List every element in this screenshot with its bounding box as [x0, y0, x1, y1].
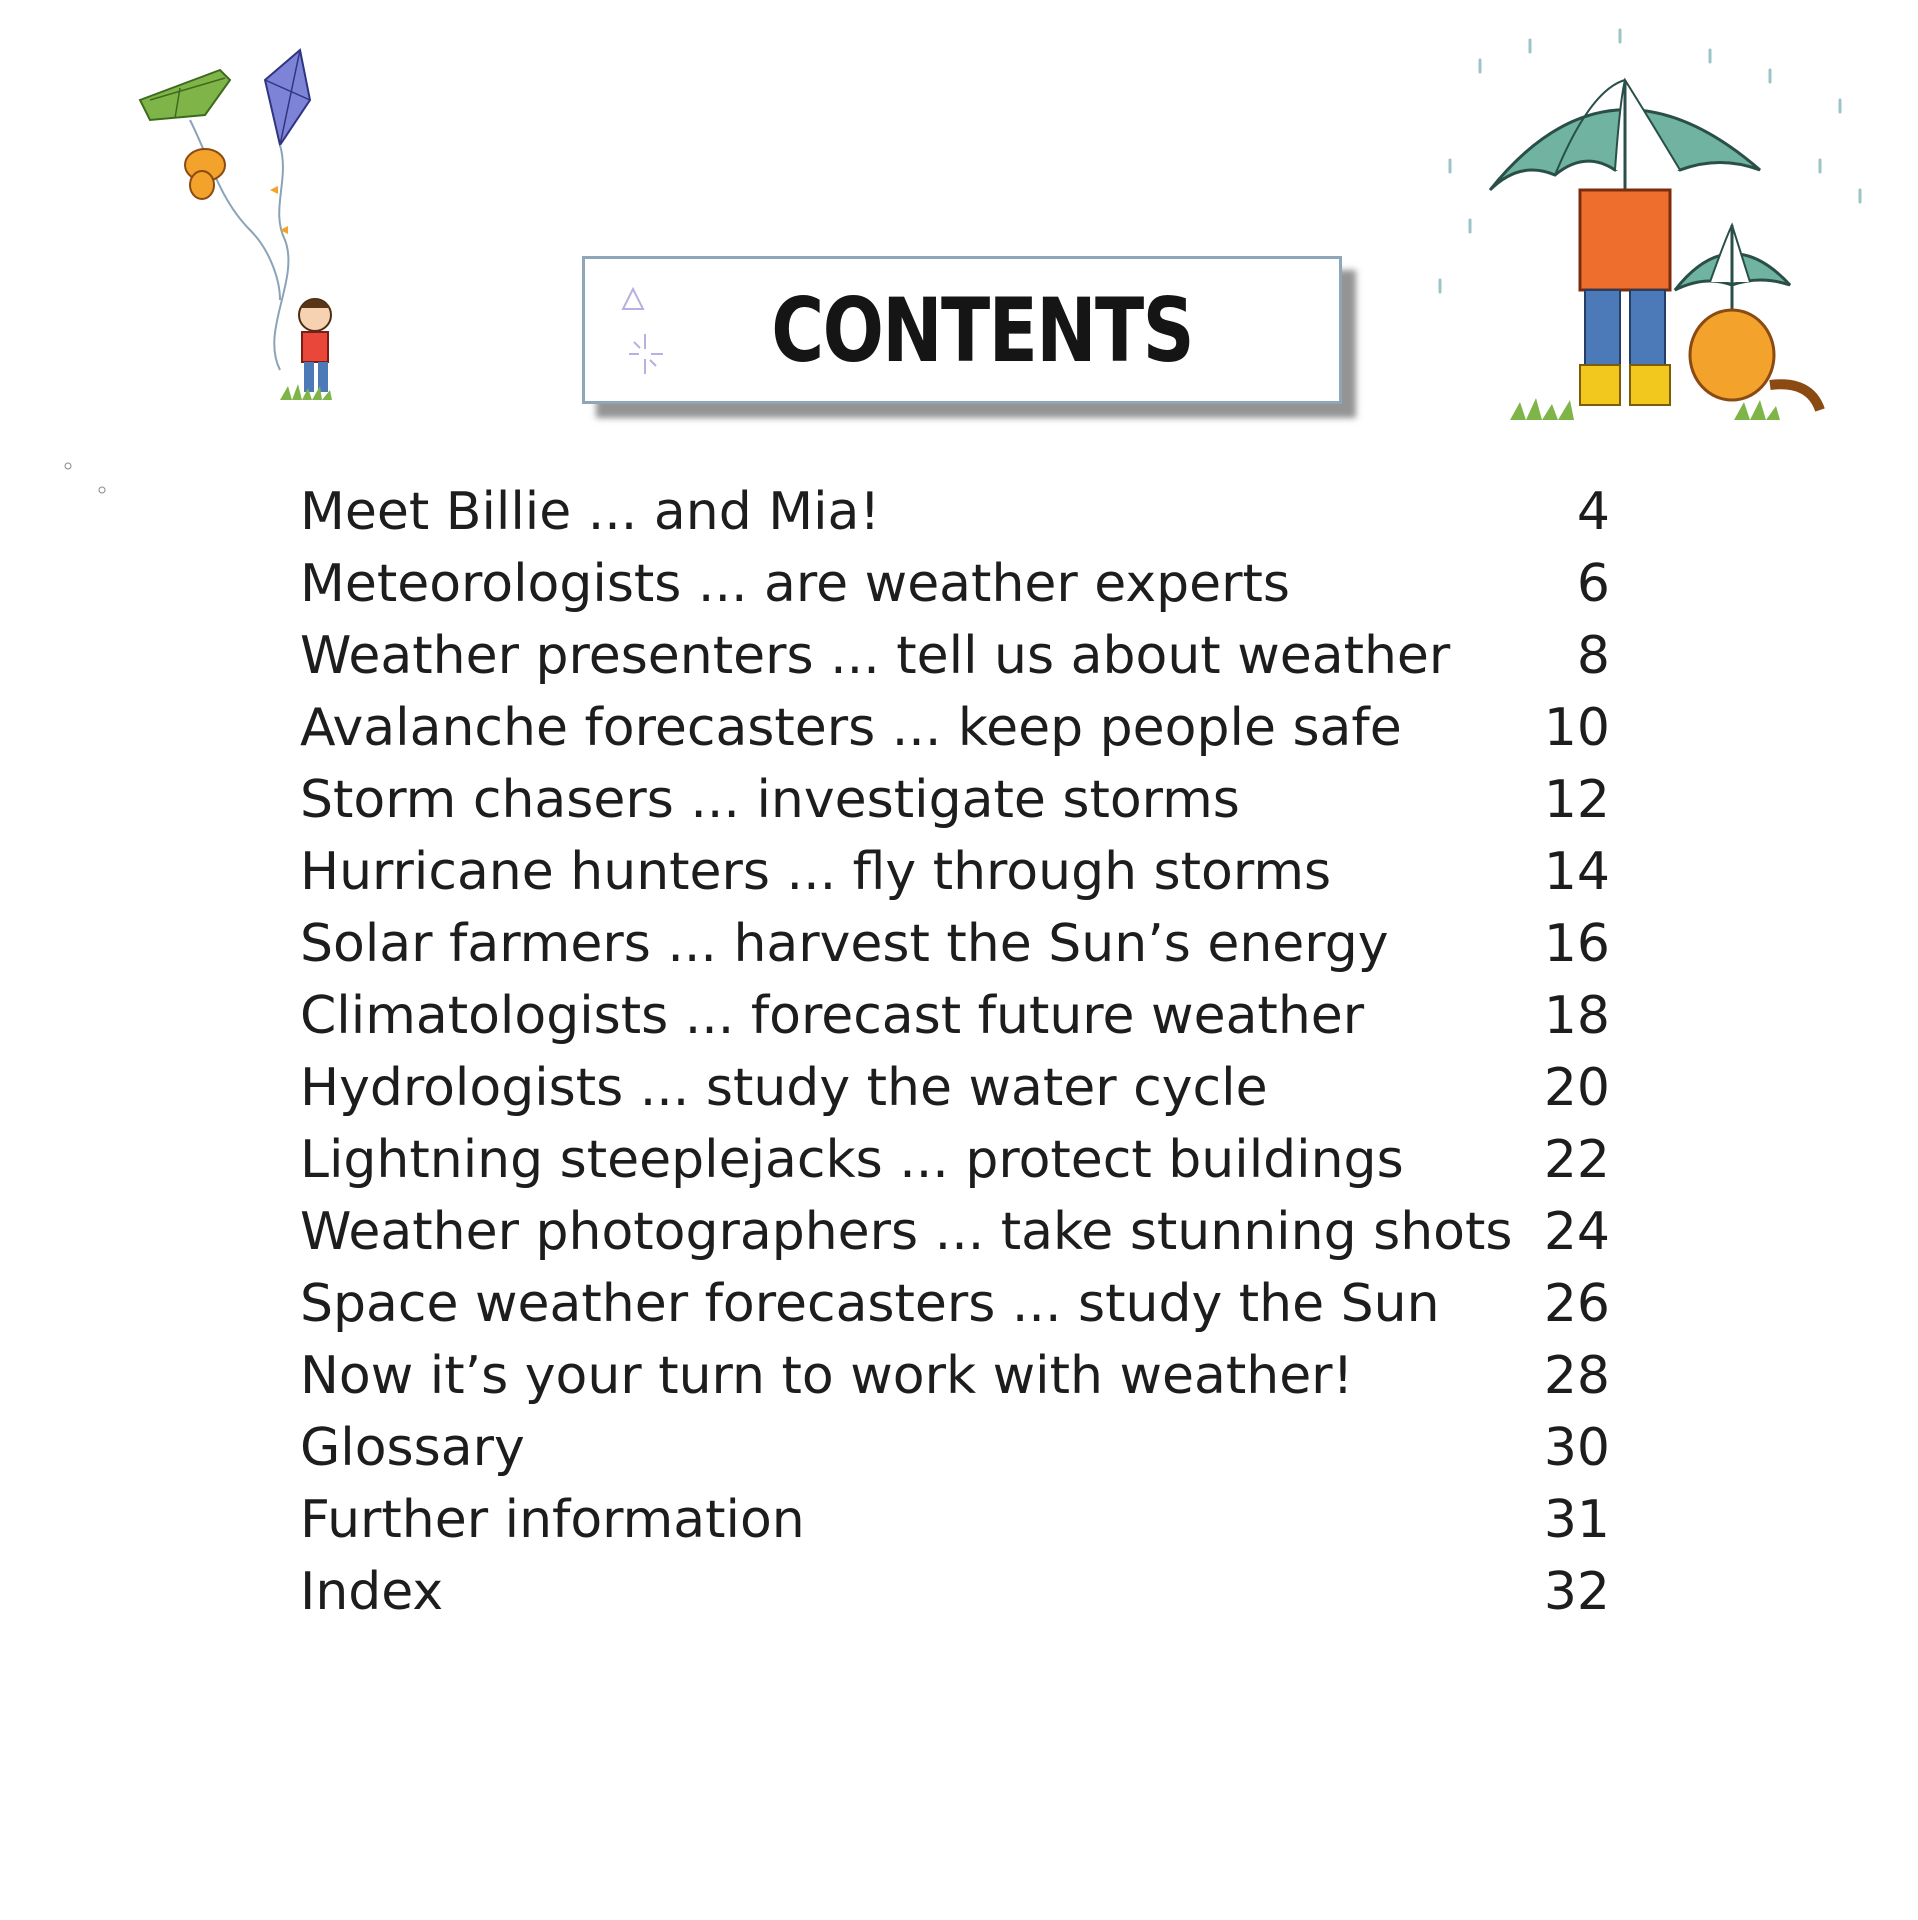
- toc-entry-page: 32: [1543, 1562, 1610, 1622]
- toc-entry-page: 16: [1543, 914, 1610, 974]
- toc-entry-title: Hydrologists ... study the water cycle: [300, 1058, 1268, 1118]
- toc-entry[interactable]: [300, 836, 1610, 908]
- toc-entry-title: Climatologists ... forecast future weather: [300, 986, 1365, 1046]
- toc-entry-page: 10: [1543, 698, 1610, 758]
- toc-entry-page: 31: [1543, 1490, 1610, 1550]
- toc-entry-page: 28: [1543, 1346, 1610, 1406]
- toc-entry-page: 22: [1543, 1130, 1610, 1190]
- toc-entry-page: 18: [1543, 986, 1610, 1046]
- toc-entry[interactable]: [300, 1484, 1610, 1556]
- toc-entry-page: 24: [1543, 1202, 1610, 1262]
- toc-entry[interactable]: [300, 764, 1610, 836]
- toc-entry-title: Index: [300, 1562, 444, 1622]
- toc-entry-title: Now it’s your turn to work with weather!: [300, 1346, 1354, 1406]
- umbrella-rain-person-cat-illustration: [1420, 20, 1900, 440]
- toc-entry[interactable]: [300, 980, 1610, 1052]
- page-title: CONTENTS: [771, 278, 1193, 382]
- toc-entry-title: Meteorologists ... are weather experts: [300, 554, 1291, 614]
- toc-entry[interactable]: [300, 548, 1610, 620]
- kites-boy-cat-illustration: [130, 40, 370, 440]
- toc-entry-title: Storm chasers ... investigate storms: [300, 770, 1240, 830]
- toc-entry-title: Weather presenters ... tell us about weather: [300, 626, 1451, 686]
- toc-entry-page: 14: [1543, 842, 1610, 902]
- toc-entry[interactable]: [300, 908, 1610, 980]
- speck-decoration: [62, 460, 112, 500]
- toc-entry-title: Further information: [300, 1490, 805, 1550]
- toc-entry-page: 12: [1543, 770, 1610, 830]
- toc-entry[interactable]: [300, 1052, 1610, 1124]
- toc-entry-page: 26: [1543, 1274, 1610, 1334]
- toc-entry-title: Lightning steeplejacks ... protect buildings: [300, 1130, 1404, 1190]
- toc-entry-page: 6: [1576, 554, 1610, 614]
- toc-entry[interactable]: [300, 1124, 1610, 1196]
- toc-entry[interactable]: [300, 1556, 1610, 1628]
- toc-entry[interactable]: [300, 1340, 1610, 1412]
- toc-entry-title: Meet Billie ... and Mia!: [300, 482, 881, 542]
- toc-entry-page: 30: [1543, 1418, 1610, 1478]
- toc-entry-title: Hurricane hunters ... fly through storms: [300, 842, 1332, 902]
- toc-entry[interactable]: [300, 620, 1610, 692]
- toc-entry[interactable]: [300, 1268, 1610, 1340]
- toc-entry[interactable]: [300, 1196, 1610, 1268]
- toc-entry[interactable]: [300, 476, 1610, 548]
- toc-entry[interactable]: [300, 1412, 1610, 1484]
- contents-list: [300, 476, 1610, 1628]
- toc-entry-title: Solar farmers ... harvest the Sun’s energy: [300, 914, 1389, 974]
- toc-entry-title: Avalanche forecasters ... keep people safe: [300, 698, 1402, 758]
- sparkle-icon: [615, 279, 675, 379]
- toc-entry-page: 4: [1576, 482, 1610, 542]
- toc-entry-title: Space weather forecasters ... study the Sun: [300, 1274, 1440, 1334]
- toc-entry-page: 8: [1576, 626, 1610, 686]
- toc-entry[interactable]: [300, 692, 1610, 764]
- toc-entry-title: Glossary: [300, 1418, 525, 1478]
- toc-entry-page: 20: [1543, 1058, 1610, 1118]
- toc-entry-title: Weather photographers ... take stunning shots: [300, 1202, 1513, 1262]
- contents-title-box: [582, 256, 1342, 404]
